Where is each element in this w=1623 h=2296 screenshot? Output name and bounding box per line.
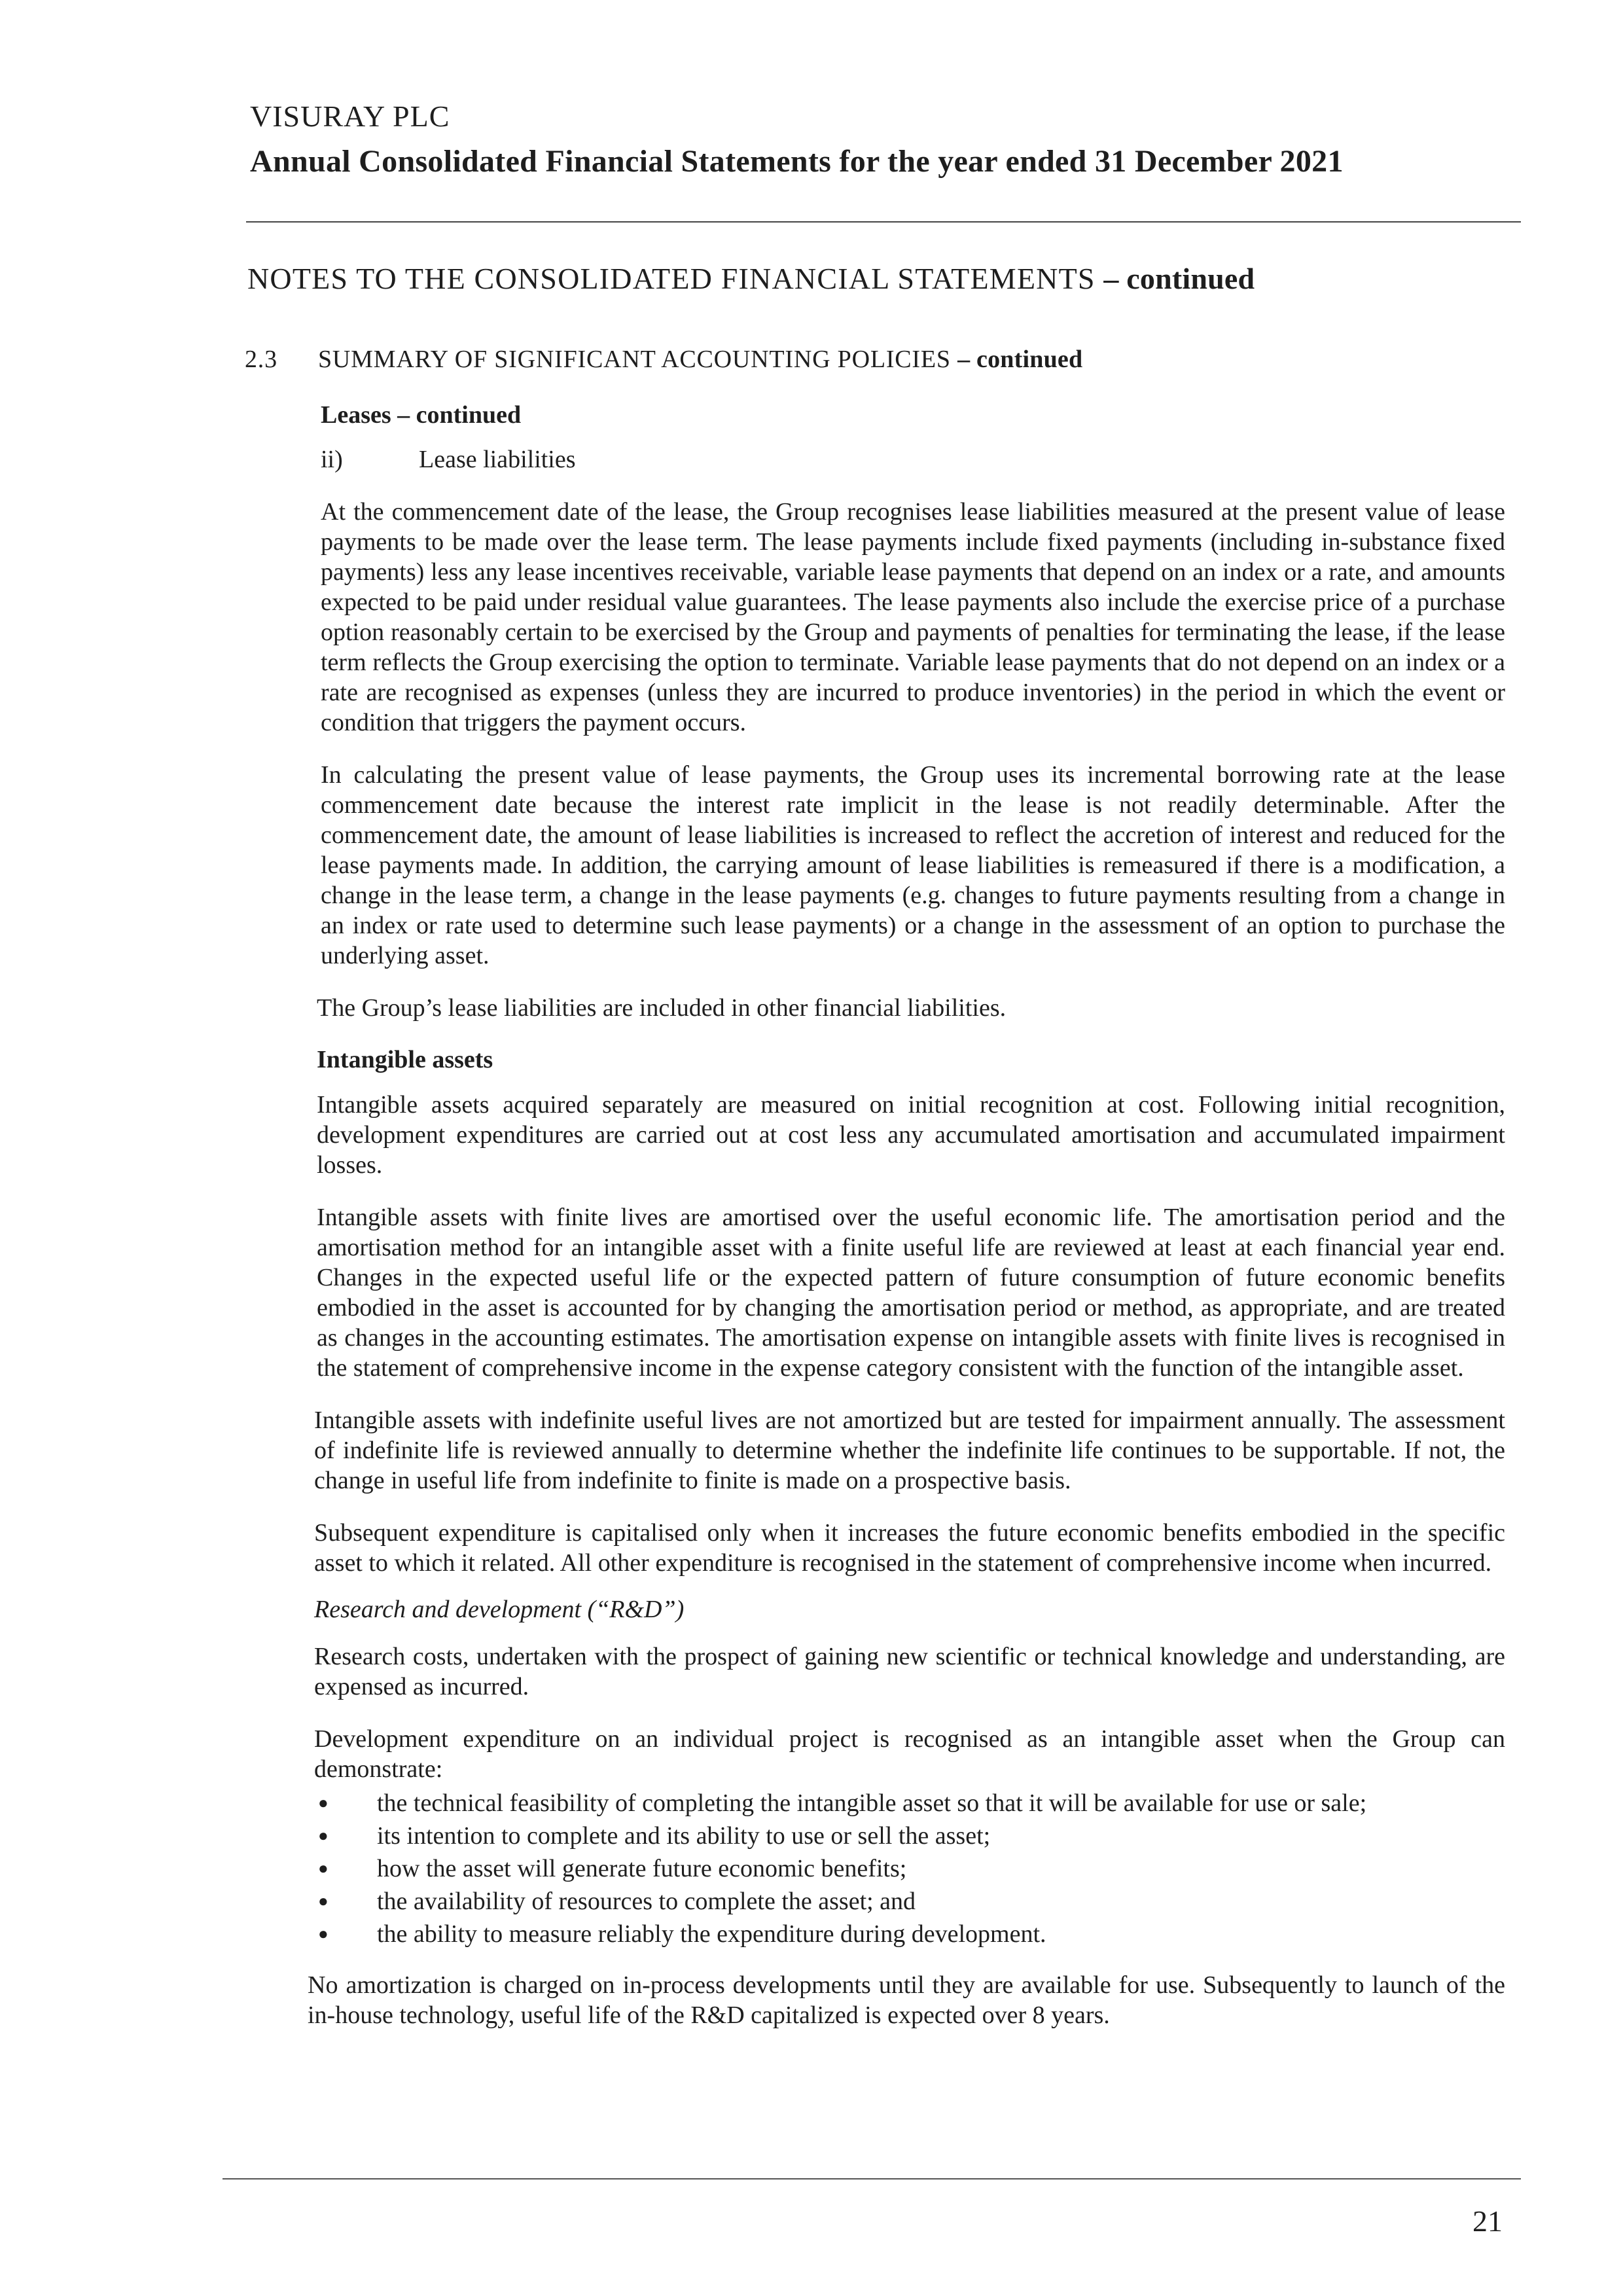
list-item-text: its intention to complete and its ability to use or sell the asset; [377, 1822, 991, 1850]
list-item [314, 1852, 1505, 1885]
development-criteria-list [314, 1787, 1505, 1950]
company-name: VISURAY PLC [250, 99, 450, 133]
rd-heading: Research and development (“R&D”) [314, 1595, 685, 1623]
notes-heading-continued: – continued [1103, 262, 1255, 295]
bullet-icon: ● [318, 1793, 329, 1813]
leases-heading [321, 401, 1505, 431]
list-item [314, 1787, 1505, 1820]
bullet-icon: ● [318, 1924, 329, 1944]
paragraph: At the commencement date of the lease, the Group recognises lease liabilities measured at the present value of lease payments to be made over the lease term. The lease payments include fixed payments (including in-substance fixed payments) less any lease incentives receivable, variable lease payments that depend on an index or a rate, and amounts expected to be paid under residual value guarantees. The lease payments also include the exercise price of a purchase option reasonably certain to be exercised by the Group and payments of penalties for terminating the lease, if the lease term reflects the Group exercising the option to terminate. Variable lease payments that do not depend on an index or a rate are recognised as expenses (unless they are incurred to produce inventories) in the period in which the event or condition that triggers the payment occurs. [321, 498, 1505, 737]
paragraph: The Group’s lease liabilities are included in other financial liabilities. [317, 994, 1007, 1022]
list-item-text: the ability to measure reliably the expenditure during development. [377, 1920, 1046, 1948]
footer-divider [223, 2178, 1521, 2179]
bullet-icon: ● [318, 1892, 329, 1911]
bullet-icon: ● [318, 1826, 329, 1846]
paragraph: Research costs, undertaken with the prospect of gaining new scientific or technical knowledge and understanding, are expensed as incurred. [314, 1643, 1505, 1701]
paragraph: In calculating the present value of lease payments, the Group uses its incremental borrowing rate at the lease commencement date because the interest rate implicit in the lease is not readily determinable. After the commencement date, the amount of lease liabilities is increased to reflect the accretion of interest and reduced for the lease payments made. In addition, the carrying amount of lease liabilities is remeasured if there is a modification, a change in the lease term, a change in the lease payments (e.g. changes to future payments resulting from a change in an index or rate used to determine such lease payments) or a change in the assessment of an option to purchase the underlying asset. [321, 761, 1505, 970]
page-content [308, 401, 1505, 2030]
bullet-icon: ● [318, 1859, 329, 1878]
section-continued: – continued [957, 346, 1083, 373]
section-number: 2.3 [245, 346, 277, 373]
section-heading [245, 345, 1082, 375]
paragraph: Intangible assets with finite lives are amortised over the useful economic life. The amortisation period and the amortisation method for an intangible asset with a finite useful life are reviewed at least at each financial year end. Changes in the expected useful life or the expected pattern of future consumption of future economic benefits embodied in the asset is accounted for by changing the amortisation period or method, as appropriate, and are treated as changes in the accounting estimates. The amortisation expense on intangible assets with finite lives is recognised in the statement of comprehensive income in the expense category consistent with the function of the intangible asset. [317, 1203, 1505, 1382]
page-number: 21 [1472, 2204, 1503, 2238]
notes-heading-text: NOTES TO THE CONSOLIDATED FINANCIAL STATEMENTS [247, 262, 1096, 295]
list-item [314, 1885, 1505, 1918]
list-item [314, 1820, 1505, 1852]
section-title: SUMMARY OF SIGNIFICANT ACCOUNTING POLICIES [318, 346, 951, 373]
list-item [314, 1918, 1505, 1950]
notes-heading [247, 260, 1255, 296]
development-intro: Development expenditure on an individual project is recognised as an intangible asset when the Group can demonstrate: [314, 1725, 1505, 1784]
intangible-assets-heading: Intangible assets [317, 1046, 493, 1074]
closing-paragraph: No amortization is charged on in-process developments until they are available for use. Subsequently to launch of the in-house technology, useful life of the R&D capitalized is expected over 8 years. [308, 1971, 1505, 2030]
paragraph: Intangible assets with indefinite useful lives are not amortized but are tested for impairment annually. The assessment of indefinite life is reviewed annually to determine whether the indefinite life continues to be supportable. If not, the change in useful life from indefinite to finite is made on a prospective basis. [314, 1406, 1505, 1494]
leases-heading-text: Leases [321, 401, 391, 429]
lease-liabilities-item [321, 445, 1505, 475]
list-item-text: the technical feasibility of completing the intangible asset so that it will be available for use or sale; [377, 1789, 1367, 1818]
item-title: Lease liabilities [419, 445, 576, 473]
header-divider [246, 221, 1521, 223]
report-subtitle: Annual Consolidated Financial Statements for the year ended 31 December 2021 [250, 144, 1344, 179]
item-number: ii) [321, 445, 343, 473]
leases-heading-continued: – continued [397, 401, 522, 429]
list-item-text: the availability of resources to complete the asset; and [377, 1888, 916, 1916]
paragraph: Intangible assets acquired separately are measured on initial recognition at cost. Following initial recognition, development expenditures are carried out at cost less any accumulated amortisation and accumulated impairment losses. [317, 1090, 1505, 1179]
list-item-text: how the asset will generate future economic benefits; [377, 1855, 907, 1883]
paragraph: Subsequent expenditure is capitalised only when it increases the future economic benefits embodied in the specific asset to which it related. All other expenditure is recognised in the statement of comprehensive income when incurred. [314, 1518, 1505, 1577]
